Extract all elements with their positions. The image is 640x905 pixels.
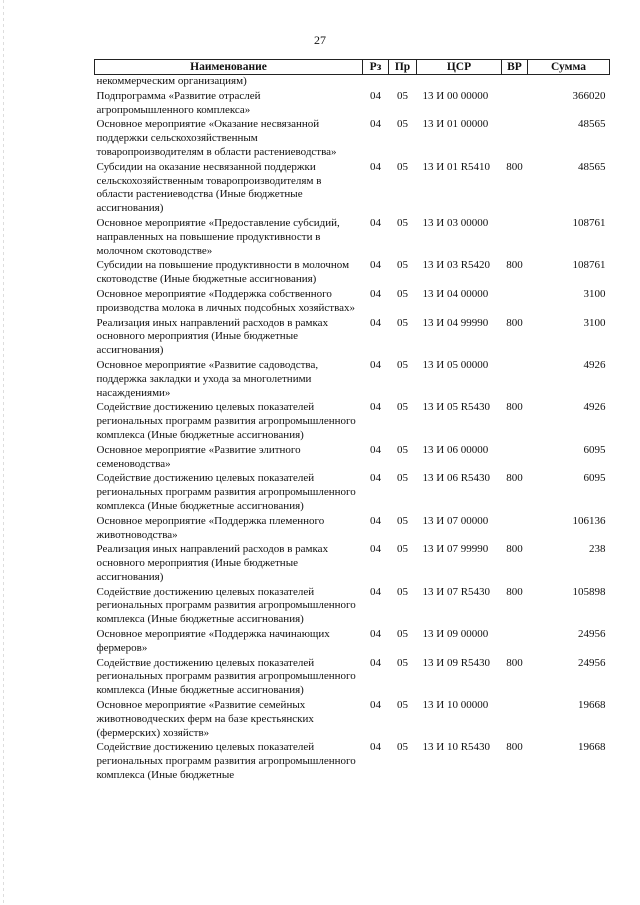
table-row [95,288,610,317]
header-rz: Рз [363,60,389,75]
cell-pr: 05 [397,401,408,414]
cell-vr: 800 [506,656,523,669]
cell-sum: 6095 [583,472,606,485]
cell-vr [502,699,528,741]
cell-csr: 13 И 04 99990 [422,316,489,329]
cell-vr: 800 [506,259,523,272]
cell-vr: 800 [506,160,523,173]
cell-csr: 13 И 01 00000 [422,118,489,131]
cell-rz: 04 [370,259,381,272]
table-row [95,90,610,119]
cell-csr: 13 И 07 00000 [422,514,489,527]
cell-rz: 04 [370,699,381,712]
table-row [95,259,610,288]
cell-csr [417,75,502,90]
cell-sum: 19668 [578,699,606,712]
cell-rz: 04 [370,358,381,371]
cell-sum: 24956 [578,656,606,669]
cell-sum [528,75,610,90]
cell-name: Субсидии на оказание несвязанной поддержки сельскохозяйственным товаропроизводителям в области растениеводства (Иные бюджетные ассигнования) [96,160,322,215]
cell-pr: 05 [397,699,408,712]
budget-table [94,59,610,784]
cell-sum: 48565 [578,160,606,173]
table-body [95,75,610,784]
cell-sum: 6095 [583,443,606,456]
cell-rz: 04 [370,514,381,527]
cell-rz [363,75,389,90]
cell-pr: 05 [397,741,408,754]
cell-pr: 05 [397,514,408,527]
page-number: 27 [314,33,326,47]
table-row [95,317,610,359]
cell-rz: 04 [370,160,381,173]
cell-vr [502,288,528,317]
cell-vr [502,118,528,160]
cell-vr: 800 [506,401,523,414]
cell-pr: 05 [397,585,408,598]
cell-vr [502,75,528,90]
cell-vr [502,359,528,401]
cell-pr: 05 [397,358,408,371]
cell-rz: 04 [370,443,381,456]
table-row [95,118,610,160]
cell-csr: 13 И 06 00000 [422,443,489,456]
cell-csr: 13 И 05 R5430 [422,401,491,414]
cell-csr: 13 И 09 R5430 [422,656,491,669]
table-header-row [95,60,610,75]
cell-pr: 05 [397,472,408,485]
cell-pr [389,75,417,90]
scan-margin-line [3,0,4,905]
cell-name: Содействие достижению целевых показателей региональных программ развития агропромышленного комплекса (Иные бюджетные ассигнования) [96,401,356,441]
cell-name: Субсидии на повышение продуктивности в молочном скотоводстве (Иные бюджетные ассигнования) [96,259,350,286]
cell-vr: 800 [506,316,523,329]
cell-pr: 05 [397,118,408,131]
cell-csr: 13 И 04 00000 [422,287,489,300]
cell-rz: 04 [370,216,381,229]
cell-sum: 4926 [583,401,606,414]
cell-rz: 04 [370,316,381,329]
cell-sum: 3100 [583,287,606,300]
cell-sum: 238 [589,543,606,556]
cell-name: Основное мероприятие «Оказание несвязанной поддержки сельскохозяйственным товаропроизводителям в области растениеводства» [96,118,337,158]
cell-pr: 05 [397,443,408,456]
cell-name: Основное мероприятие «Поддержка собственного производства молока в личных подсобных хозяйствах» [96,287,356,314]
cell-name: Основное мероприятие «Развитие семейных животноводческих ферм на базе крестьянских (фермерских) хозяйств» [96,699,314,739]
cell-vr: 800 [506,741,523,754]
cell-rz: 04 [370,287,381,300]
cell-rz: 04 [370,472,381,485]
table-row [95,472,610,514]
cell-rz: 04 [370,401,381,414]
table-row [95,657,610,699]
cell-vr [502,444,528,473]
cell-pr: 05 [397,656,408,669]
cell-csr: 13 И 05 00000 [422,358,489,371]
budget-table-container [94,59,609,784]
header-name: Наименование [95,60,363,75]
cell-sum: 108761 [572,259,606,272]
cell-pr: 05 [397,89,408,102]
cell-rz: 04 [370,89,381,102]
cell-vr [502,515,528,544]
cell-csr: 13 И 10 00000 [422,699,489,712]
cell-csr: 13 И 09 00000 [422,628,489,641]
cell-sum: 19668 [578,741,606,754]
cell-name: некоммерческим организациям) [96,75,247,87]
cell-name: Подпрограмма «Развитие отраслей агропромышленного комплекса» [96,89,261,116]
cell-name: Основное мероприятие «Предоставление субсидий, направленных на повышение продуктивности в молочном скотоводстве» [96,216,340,257]
cell-pr: 05 [397,543,408,556]
cell-rz: 04 [370,585,381,598]
table-row [95,359,610,401]
cell-sum: 4926 [583,358,606,371]
table-row [95,217,610,259]
cell-name: Содействие достижению целевых показателей региональных программ развития агропромышленного комплекса (Иные бюджетные ассигнования) [96,656,356,697]
table-row [95,75,610,90]
cell-rz: 04 [370,543,381,556]
table-row [95,699,610,741]
cell-sum: 106136 [572,514,606,527]
cell-name: Содействие достижению целевых показателей региональных программ развития агропромышленного комплекса (Иные бюджетные ассигнования) [96,472,356,512]
table-row [95,543,610,585]
cell-pr: 05 [397,160,408,173]
cell-vr [502,628,528,657]
cell-sum: 108761 [572,216,606,229]
cell-vr [502,90,528,119]
cell-rz: 04 [370,656,381,669]
cell-csr: 13 И 00 00000 [422,89,489,102]
cell-sum: 3100 [583,316,606,329]
cell-csr: 13 И 10 R5430 [422,741,491,754]
cell-pr: 05 [397,316,408,329]
table-row [95,401,610,443]
cell-sum: 105898 [572,585,606,598]
cell-pr: 05 [397,216,408,229]
cell-csr: 13 И 01 R5410 [422,160,491,173]
cell-pr: 05 [397,259,408,272]
cell-csr: 13 И 06 R5430 [422,472,491,485]
cell-pr: 05 [397,628,408,641]
cell-sum: 366020 [572,89,606,102]
table-row [95,161,610,217]
table-row [95,741,610,783]
cell-name: Основное мероприятие «Поддержка племенного животноводства» [96,514,325,541]
cell-name: Основное мероприятие «Развитие элитного семеноводства» [96,443,301,470]
header-vr: ВР [502,60,528,75]
cell-rz: 04 [370,628,381,641]
cell-vr: 800 [506,543,523,556]
cell-csr: 13 И 03 R5420 [422,259,491,272]
cell-vr: 800 [506,585,523,598]
cell-name: Реализация иных направлений расходов в рамках основного мероприятия (Иные бюджетные ассигнования) [96,543,329,583]
cell-name: Основное мероприятие «Развитие садоводства, поддержка закладки и ухода за многолетними насаждениями» [96,358,319,399]
cell-name: Содействие достижению целевых показателей региональных программ развития агропромышленного комплекса (Иные бюджетные ассигнования) [96,585,356,626]
cell-csr: 13 И 03 00000 [422,216,489,229]
cell-rz: 04 [370,118,381,131]
table-row [95,586,610,628]
table-row [95,444,610,473]
cell-pr: 05 [397,287,408,300]
cell-name: Реализация иных направлений расходов в рамках основного мероприятия (Иные бюджетные ассигнования) [96,316,329,357]
cell-name: Основное мероприятие «Поддержка начинающих фермеров» [96,628,330,654]
table-row [95,515,610,544]
cell-vr: 800 [506,472,523,485]
cell-sum: 24956 [578,628,606,641]
cell-sum: 48565 [578,118,606,131]
header-csr: ЦСР [417,60,502,75]
header-sum: Сумма [528,60,610,75]
header-pr: Пр [389,60,417,75]
cell-vr [502,217,528,259]
cell-rz: 04 [370,741,381,754]
table-row [95,628,610,657]
cell-csr: 13 И 07 99990 [422,543,489,556]
cell-name: Содействие достижению целевых показателей региональных программ развития агропромышленного комплекса (Иные бюджетные [96,741,356,782]
cell-csr: 13 И 07 R5430 [422,585,491,598]
